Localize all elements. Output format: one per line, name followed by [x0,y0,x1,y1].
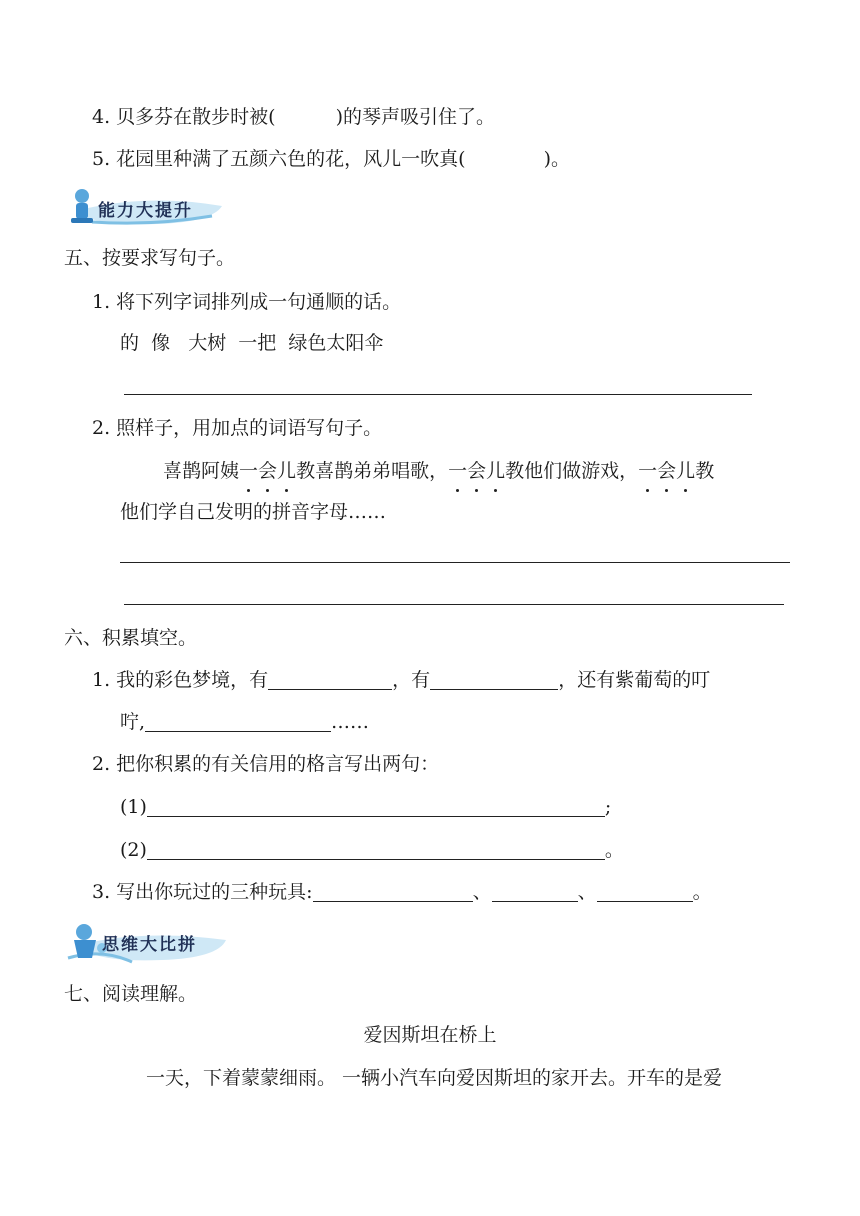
badge-thinking-label: 思维大比拼 [102,935,197,955]
section-5-q2-answer-line-2[interactable] [124,604,784,605]
section-6-q2-end-1: ; [604,796,612,818]
section-6-q3-blank-2[interactable] [492,881,578,902]
section-6-q1-line2 [120,710,369,734]
question-5 [92,147,570,171]
badge-thinking [62,918,232,968]
section-6-q3-end: 。 [692,881,712,903]
question-4 [92,105,495,129]
section-6-q1-text-a: 1. 我的彩色梦境，有 [92,669,269,691]
question-5-before: 5. 花园里种满了五颜六色的花，风儿一吹真( [92,148,466,170]
example-text-d: 教 [695,460,715,482]
section-6-q1-text-b: ，有 [392,669,431,691]
dotted-word-2: 一会儿 [448,460,506,482]
passage-title: 爱因斯坦在桥上 [363,1024,497,1046]
section-5-q1-prompt: 1. 将下列字词排列成一句通顺的话。 [92,291,402,313]
section-6-q2-number-2: (2) [120,839,147,861]
section-5-q1-words: 的 像 大树 一把 绿色太阳伞 [120,332,384,354]
section-5-q2-answer-line-1[interactable] [120,562,790,563]
example-text-b: 教喜鹊弟弟唱歌， [296,460,449,482]
dotted-word-3: 一会儿 [638,460,696,482]
section-6-q1-blank-1[interactable] [268,669,392,690]
passage-first-line: 一天，下着蒙蒙细雨。 一辆小汽车向爱因斯坦的家开去。开车的是爱 [146,1067,723,1089]
section-6-q1-text-c: ，还有紫葡萄的叮 [558,669,711,691]
question-5-after: )。 [543,148,571,170]
section-6-q1-blank-3[interactable] [145,711,331,732]
section-5-title: 五、按要求写句子。 [64,247,236,269]
section-6-q2-blank-2[interactable] [147,839,605,860]
section-5-q2-prompt: 2. 照样子，用加点的词语写句子。 [92,417,383,439]
dotted-word-1: 一会儿 [239,460,297,482]
section-6-q2-prompt: 2. 把你积累的有关信用的格言写出两句： [92,753,440,775]
question-4-before: 4. 贝多芬在散步时被( [92,106,276,128]
badge-ability [62,186,228,230]
section-5-q1-answer-line[interactable] [124,394,752,395]
section-6-q1-text-d: 咛, [120,711,146,733]
section-6-q3-text: 3. 写出你玩过的三种玩具: [92,881,313,903]
section-7-title: 七、阅读理解。 [64,983,198,1005]
section-5-q2-example-line1 [163,459,714,483]
section-6-q3 [92,880,712,904]
section-6-q3-sep-2: 、 [577,881,597,903]
section-6-q2-item-1 [120,795,611,819]
section-6-q2-number-1: (1) [120,796,147,818]
section-6-q2-item-2 [120,838,624,862]
section-6-q1-line1 [92,668,710,692]
section-6-title: 六、积累填空。 [64,627,198,649]
example-text-c: 教他们做游戏， [505,460,639,482]
section-6-q2-end-2: 。 [604,839,624,861]
section-6-q1-blank-2[interactable] [430,669,558,690]
section-5-q2-example-line2: 他们学自己发明的拼音字母…… [120,501,387,523]
section-6-q3-sep-1: 、 [472,881,492,903]
section-6-q3-blank-3[interactable] [597,881,693,902]
section-6-q3-blank-1[interactable] [313,881,473,902]
example-text-a: 喜鹊阿姨 [163,460,240,482]
section-6-q1-text-e: …… [331,711,370,733]
badge-ability-label: 能力大提升 [98,201,193,221]
section-6-q2-blank-1[interactable] [147,796,605,817]
question-4-after: )的琴声吸引住了。 [335,106,496,128]
